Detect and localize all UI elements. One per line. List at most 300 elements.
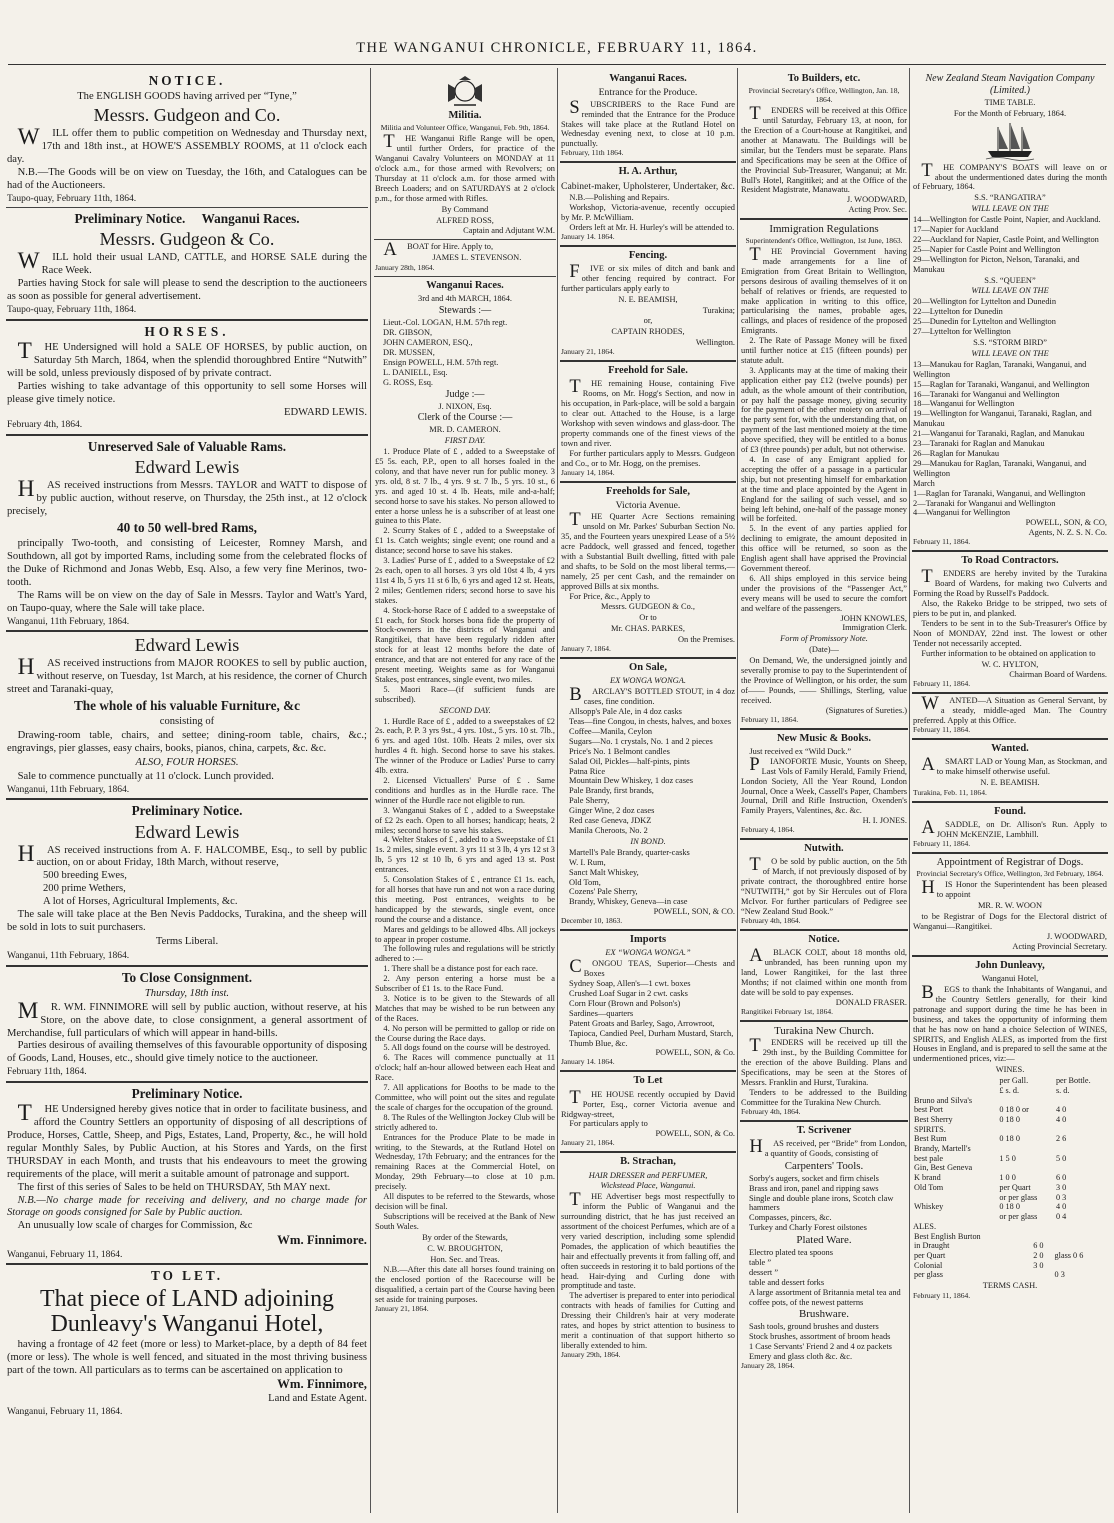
table-cell: per Quart xyxy=(999,1182,1031,1192)
race-item: 1. Produce Plate of £ , added to a Sweepstake of £5 5s. each, P.P., open to all horses foaled in the colony, and that have never run for public money. 3 yrs. old, 8 st. 7 lb., 4 yrs. 9 st. 7 lb., 5 yrs. 10 st., 6 yrs. and aged 10 st. 4 lb. Heats, mile and-a-half; second horse to save his stakes. No person allowed to enter a horse unless he is a subscriber of at least one guinea to this Plate. xyxy=(375,447,555,526)
ad-date: January 14. 1864. xyxy=(561,1057,615,1067)
ad-place: On the Premises. xyxy=(678,635,735,645)
ad-title: On Sale, xyxy=(629,662,667,673)
ad-body: BEGS to thank the Inhabitants of Wanganui, and the Country Settlers generally, for their kind patronage and support during the time he has been in business, and takes the opportunity of informing them that he has now on hand a choice Selection of WINES, SPIRITS, and English ALES, as imported from the first Houses in England, and is prepared to sell the same at the undermentioned prices, viz:— xyxy=(913,982,1107,1064)
goods-list xyxy=(561,979,735,1048)
ad-subtitle: Cabinet-maker, Upholsterer, Undertaker, &c. xyxy=(561,180,735,192)
table-cell xyxy=(998,1096,1055,1106)
ad-body: CONGOU TEAS, Superior—Chests and Boxes xyxy=(569,956,735,979)
house-to-let-ad xyxy=(560,1072,736,1153)
schedule-row: 20—Wellington for Lyttelton and Dunedin xyxy=(913,297,1057,307)
horses-ad xyxy=(6,321,368,436)
ad-date: January 21, 1864. xyxy=(375,1304,429,1314)
list-item: Sardines—quarters xyxy=(569,1008,634,1018)
ad-body: Also, the Rakeko Bridge to be stripped, two sets of piers to be put in, and planked. xyxy=(913,599,1107,619)
fencing-ad xyxy=(560,247,736,363)
list-item: Pale Brandy, first brands, xyxy=(569,786,654,796)
table-cell: 4 0 xyxy=(1055,1105,1067,1115)
table-row xyxy=(913,1154,1107,1164)
ad-date: February 11, 1864. xyxy=(913,679,971,689)
ad-date: February, 11th 1864. xyxy=(561,148,624,158)
list-item: Brass and iron, panel and ripping saws xyxy=(749,1183,879,1193)
preliminary-notice-races xyxy=(6,208,368,320)
ad-body: Parties having Stock for sale will please to send the description to the auctioneers as soon as possible for general advertisement. xyxy=(7,278,367,303)
ad-body: THE remaining House, containing Five Rooms, on Mr. Hogg's Section, and now in his occupation, in Park-place, will be sold a bargain to clear out. Attached to the House, is a large Workshop with seven windows and glass-door. The property commands one of the finest views of the town and river. xyxy=(561,376,735,448)
table-cell xyxy=(913,1212,998,1222)
list-item: Crushed Loaf Sugar in 2 cwt. casks xyxy=(569,989,688,999)
table-cell: best pale xyxy=(914,1153,943,1163)
ad-title: Preliminary Notice. xyxy=(131,1085,243,1101)
ad-subtitle: EX WONGA WONGA. xyxy=(610,676,686,686)
race-item: 2. Scurry Stakes of £ , added to a Sweepstake of £1 1s. Catch weights; single event; one round and a distance; second horse to save his stakes. xyxy=(375,526,555,556)
table-cell xyxy=(1032,1232,1053,1242)
table-cell: Best Sherry xyxy=(914,1114,953,1124)
ad-title: Fencing. xyxy=(628,249,668,261)
ad-date: February 11, 1864. xyxy=(741,714,799,724)
ad-signer: W. C. HYLTON, xyxy=(981,659,1039,669)
road-contractors-ad xyxy=(912,552,1108,694)
table-cell: 0 18 0 xyxy=(999,1134,1020,1144)
ship-leave: WILL LEAVE ON THE xyxy=(971,204,1049,214)
ad-headline: That piece of LAND adjoining Dunleavy's Wanganui Hotel, xyxy=(40,1285,334,1337)
column-1 xyxy=(6,70,368,1421)
ad-date: Taupo-quay, February 11th, 1864. xyxy=(7,192,137,204)
table-row xyxy=(913,1173,1107,1183)
ad-office: Provincial Secretary's Office, Wellington, 3rd February, 1864. xyxy=(916,869,1104,879)
ad-line: The ENGLISH GOODS having arrived per “Tyne,” xyxy=(77,91,297,103)
ad-signer: POWELL, SON, & CO, xyxy=(1025,518,1107,528)
ad-title: B. Strachan, xyxy=(620,1156,676,1168)
table-cell xyxy=(913,1086,998,1096)
ad-title: Militia. xyxy=(448,110,482,121)
ad-date: Wanganui, February 11, 1864. xyxy=(7,1405,123,1417)
ad-body: The sale will take place at the Ben Nevis Paddocks, Turakina, and the sheep will be sold in lots to suit purchasers. xyxy=(7,909,367,934)
table-row xyxy=(913,1193,1107,1203)
races-entrance-ad xyxy=(560,70,736,163)
table-cell: £ s. d. xyxy=(999,1085,1020,1095)
list-item: Mountain Dew Whiskey, 1 doz cases xyxy=(569,776,693,786)
ad-body: THE Undersigned hereby gives notice that in order to facilitate business, and afford the Country Settlers an opportunity of disposing of all descriptions of Produce, Horses, Cattle, Sheep, and Pigs, Estates, Land, Property, &c., he will hold regular Monthly Sales, by Public Auction, at his Stores and Yards, on the first THURSDAY in each Month, and trusts that his endeavours to meet the growing requirements of the place, will merit a suitable amount of patronage and support. xyxy=(7,1100,367,1180)
table-cell: 2 6 xyxy=(1055,1134,1067,1144)
schedule-row: 22—Lyttelton for Dunedin xyxy=(913,307,1003,317)
table-row xyxy=(913,1241,1107,1251)
ad-place: Turakina; xyxy=(702,305,735,315)
ad-body: ASADDLE, on Dr. Allison's Run. Apply to JOHN McKENZIE, Lambhill. xyxy=(921,817,1107,840)
ad-title: New Zealand Steam Navigation Company (Limited.) xyxy=(925,73,1095,96)
steamship-icon xyxy=(984,121,1036,161)
ad-body: ASMART LAD or Young Man, as Stockman, and to make himself otherwise useful. xyxy=(921,754,1107,777)
section-head: Judge :— xyxy=(445,388,485,400)
item-list xyxy=(7,870,367,909)
boat-hire-ad xyxy=(374,240,556,277)
schedule-row: 2—Taranaki for Wanganui and Wellington xyxy=(913,498,1056,508)
ad-title: Wanganui Races. xyxy=(426,280,504,292)
ad-body: Parties desirous of availing themselves of this favourable opportunity of disposing of Goods, Land, Houses, etc., should give timely notice to the auctioneer. xyxy=(7,1040,367,1065)
arthur-ad xyxy=(560,163,736,246)
form-date: (Date)— xyxy=(809,645,839,655)
ad-date: January 28, 1864. xyxy=(741,1360,795,1370)
schedule-row: 27—Lyttelton for Wellington xyxy=(913,327,1011,337)
ad-title: T. Scrivener xyxy=(796,1124,852,1136)
rule-item: 5. In the event of any parties applied for declining to emigrate, the amount deposited in this office will be returned, so soon as the English agent shall have apprised the Provincial Government thereof. xyxy=(741,524,907,573)
race-item: 4. Welter Stakes of £ , added to a Sweepstake of £1 1s. 2 miles, single event. 3 yrs 11 st 3 lb, 4 yrs 12 st 3 lb, 5 yrs 12 st 10 lb, 6 yrs and aged 13 st. Post entrances. xyxy=(375,835,555,875)
ad-note: N.B.—Polishing and Repairs. xyxy=(569,192,670,202)
table-cell: per Quart xyxy=(914,1251,946,1261)
church-tender-ad xyxy=(740,1022,908,1122)
table-row xyxy=(913,1105,1107,1115)
ad-body: Sale to commence punctually at 11 o'clock. Lunch provided. xyxy=(17,770,274,782)
table-cell xyxy=(1054,1241,1107,1251)
ad-role: Acting Prov. Sec. xyxy=(848,205,907,215)
monthly-sales-ad xyxy=(6,1083,368,1266)
race-item: 5. Consolation Stakes of £ , entrance £1 1s. each, for all horses that have run and not won a race during this meeting. Post entrances, weights to be handicapped by the stewards, single event, once round the course and a distance. xyxy=(375,875,555,924)
ad-signer: JAMES L. STEVENSON. xyxy=(432,253,522,263)
ad-note: N.B.—The Goods will be on view on Tuesday, the 16th, and Catalogues can be had of the Auctioneers. xyxy=(7,166,367,191)
freehold-ad xyxy=(560,362,736,482)
section-head: Stewards :— xyxy=(438,305,492,317)
ad-date: February 4, 1864. xyxy=(741,825,795,835)
goods-list xyxy=(741,1248,907,1307)
ad-body: THE HOUSE recently occupied by David Porter, Esq., corner Victoria avenue and Ridgway-street, xyxy=(561,1086,735,1119)
ad-signer: POWELL, SON, & Co. xyxy=(655,1129,735,1139)
schedule-row: 21—Wanganui for Taranaki, Raglan, and Manukau xyxy=(913,429,1085,439)
list-item: JOHN CAMERON, ESQ., xyxy=(383,338,473,348)
goods-list xyxy=(741,1174,907,1233)
table-cell xyxy=(1055,1144,1107,1154)
rule-item: 2. Any person entering a horse must be a Subscriber of £1 1s. to the Race Fund. xyxy=(375,974,555,994)
ad-date: January 21, 1864. xyxy=(561,347,615,357)
table-cell: per Bottle. xyxy=(1055,1076,1091,1086)
table-row xyxy=(913,1115,1107,1125)
clerk-name: MR. D. CAMERON. xyxy=(429,425,501,435)
ad-title: Unreserved Sale of Valuable Rams. xyxy=(87,439,287,455)
bond-list xyxy=(561,848,735,907)
ad-role: Chairman Board of Wardens. xyxy=(1009,670,1107,680)
table-cell: 4 0 xyxy=(1055,1114,1067,1124)
ad-signer: Wm. Finnimore. xyxy=(277,1233,367,1248)
ad-date: Wanganui, 11th February, 1864. xyxy=(7,783,130,795)
ad-date: December 10, 1863. xyxy=(561,916,623,926)
list-item: Pale Sherry, xyxy=(569,796,610,806)
table-row xyxy=(913,1251,1107,1261)
ship-leave: WILL LEAVE ON THE xyxy=(971,286,1049,296)
ad-role: Agents, N. Z. S. N. Co. xyxy=(1028,528,1107,538)
ad-firm: Edward Lewis xyxy=(134,457,240,478)
table-header xyxy=(913,1086,1107,1096)
ad-body: THE Provincial Government having made arrangements for a line of Emigration from Great Britain to Wellington, persons desirous of availing themselves of it on behalf of relatives or friends, are requested to make application in writing to this office, particularising the names, probable ages, callings, and places of residence of the proposed Emigrants. xyxy=(741,243,907,336)
column-rule xyxy=(557,68,558,1513)
column-rule xyxy=(909,68,910,1513)
appointee-name: MR. R. W. WOON xyxy=(977,901,1043,911)
dunleavy-hotel-ad xyxy=(912,957,1108,1304)
rule-item: 7. All applications for Booths to be made to the Committee, who will point out the sites and regulate the scale of charges for the occupation of the ground. xyxy=(375,1083,555,1112)
table-row xyxy=(913,1134,1107,1144)
ad-body: Parties wishing to take advantage of this opportunity to sell some Horses will please give timely notice. xyxy=(7,380,367,405)
ad-body: Drawing-room table, chairs, and settee; dining-room table, chairs, &c.; engravings, pier glasses, easy chairs, books, pianos, china, carpets, &c. &c. xyxy=(7,730,367,755)
list-item: Compasses, pincers, &c. xyxy=(749,1213,832,1223)
rule-item: 6. All ships employed in this service being under the provisions of the “Passenger Act,” every means will be used to secure the comfort and welfare of the passengers. xyxy=(741,573,907,613)
price-table xyxy=(913,1076,1107,1222)
ad-body: HAS received instructions from MAJOR ROOKES to sell by public auction, without reserve, on Tuesday, 1st March, at his residence, the corner of Church street and Taranaki-quay, xyxy=(7,654,368,696)
list-item: dessert ” xyxy=(749,1267,779,1277)
table-cell: or per glass xyxy=(999,1212,1038,1221)
ad-office: Militia and Volunteer Office, Wanganui, Feb. 9th, 1864. xyxy=(380,123,550,133)
ad-body: MR. WM. FINNIMORE will sell by public auction, without reserve, at his Store, on the above date, to close consignment, a general assortment of Merchandise, full particulars of which will appear in hand-bills. xyxy=(7,997,367,1039)
ad-body: TO be sold by public auction, on the 5th of March, if not previously disposed of by private contract, the thoroughbred entire horse “NUTWITH,” got by Sir Hercules out of Flora McIvor. For further particulars of Pedigree see “New Zealand Stud Book.” xyxy=(741,854,907,916)
list-item: 1 Case Servants' Friend 2 and 4 oz packets xyxy=(749,1342,892,1352)
rule-item: 3. Applicants may at the time of making their application either pay £12 (twelve pounds) per adult, as the whole amount of their contribution, or pay half the passage money, giving security for the payment of the other moiety on arrival of the party sent for, with the understanding that, on payment of the last mentioned moiety at the time above specified, they will be entitled to a bonus of £3 (three pounds) per adult, but not otherwise. xyxy=(741,365,907,455)
ad-line: By Command xyxy=(441,204,489,214)
table-row xyxy=(913,1232,1107,1242)
table-cell: 3 0 xyxy=(1055,1182,1067,1192)
rules-head: The following rules and regulations will be strictly adhered to :— xyxy=(375,944,555,964)
rule-item: 4. In case of any Emigrant applied for accepting the offer of a passage in a particular ship, but not presenting himself for embarkation at the time and place appointed by the Agent in England for the sailing of such vessel, and so being left behind, one-half of the passage money will be forfeited. xyxy=(741,455,907,524)
table-cell: 0 18 0 xyxy=(999,1114,1020,1124)
table-cell xyxy=(1055,1125,1107,1135)
race-item: 4. Stock-horse Race of £ added to a sweepstake of £1 each, for Stock horses bona fide the property of Stock-owners in the districts of Wanganui and Rangitikei, that have been regularly ridden after stock for at least 12 months before the date of entrance, and that are not entered for any race of the present meeting. Weights same as for Wanganui Stakes, post entrances, single event, two miles. xyxy=(375,605,555,684)
race-item: 2. Licensed Victuallers' Purse of £ . Same conditions and hurdles as in the Hurdle race. The winner of the Hurdle race not eligible to run. xyxy=(375,776,555,805)
sheep-sale-ad xyxy=(6,800,368,966)
ad-signer: J. WOODWARD, xyxy=(1046,931,1107,941)
ad-title: H. A. Arthur, xyxy=(618,166,678,178)
ad-signer: ALFRED ROSS, xyxy=(436,215,494,225)
ad-firm: Messrs. Gudgeon and Co. xyxy=(93,105,281,126)
list-item: Brandy, Whiskey, Geneva—in case xyxy=(569,897,688,907)
table-row xyxy=(913,1125,1107,1135)
ad-signer: Messrs. GUDGEON & Co., xyxy=(601,602,695,612)
ad-date: February 11, 1864. xyxy=(913,725,971,735)
table-row xyxy=(913,1144,1107,1154)
table-cell: 6 0 xyxy=(1055,1173,1067,1183)
list-item: A lot of Horses, Agricultural Implements, &c. xyxy=(43,896,238,908)
section-head: ALES. xyxy=(913,1221,937,1231)
list-item: W. I. Rum, xyxy=(569,857,606,867)
ad-signer: CAPTAIN RHODES, xyxy=(611,327,685,337)
ad-body: Orders left at Mr. H. Hurley's will be attended to. xyxy=(569,222,735,232)
ad-title: New Music & Books. xyxy=(777,732,871,744)
found-ad xyxy=(912,803,1108,854)
ad-signer: H. I. JONES. xyxy=(862,816,907,826)
ad-title: Appointment of Registrar of Dogs. xyxy=(936,857,1084,869)
ad-body: HAS received instructions from A. F. HALCOMBE, Esq., to sell by public auction, on or about Friday, 18th March, without reserve, xyxy=(17,840,367,869)
race-item: 1. Hurdle Race of £ , added to a sweepstakes of £2 2s. each, P. P. 3 yrs 9st., 4 yrs. 10st., 5 yrs. 10 st. 7lb., 6 yrs. and aged 10st. 10lb. Heats 2 miles, over six hurdles 4 ft. high. Second horse to save his stakes. The winner of the Produce or Ladies' Purse to carry 4lb. extra. xyxy=(375,716,555,776)
rule-item: 2. The Rate of Passage Money will be fixed until further notice at £15 (fifteen pounds) per statute adult. xyxy=(741,336,907,365)
ad-signer: N. E. BEAMISH. xyxy=(980,778,1040,788)
column-rule xyxy=(737,68,738,1513)
ad-signer: N. E. BEAMISH, xyxy=(618,294,678,304)
ad-firm: Edward Lewis xyxy=(134,821,240,842)
table-row xyxy=(913,1096,1107,1106)
table-cell: Bruno and Silva's xyxy=(914,1095,973,1105)
ad-date: Wanganui, February 11, 1864. xyxy=(7,1248,123,1260)
ad-date: January 21, 1864. xyxy=(561,1138,615,1148)
ad-body: ABLACK COLT, about 18 months old, unbranded, has been running upon my land, Lower Rangitikei, for the last three Months; if not claimed within one month from date will be sold to pay expenses. xyxy=(741,945,907,997)
schedule-row: March xyxy=(913,478,935,488)
day-heading: SECOND DAY. xyxy=(439,705,491,715)
table-cell: Best English Burton xyxy=(914,1231,981,1241)
ad-body: Workshop, Victoria-avenue, recently occupied by Mr. P. McWilliam. xyxy=(561,202,735,222)
ad-signer: Mr. CHAS. PARKES, xyxy=(611,624,685,634)
ad-body: WANTED—A Situation as General Servant, by a steady, middle-aged Man. The Country preferred. Apply at this Office. xyxy=(913,693,1107,726)
ad-body: An unusually low scale of charges for Commission, &c xyxy=(17,1220,253,1232)
ad-body: THE COMPANY'S BOATS will leave on or about the undermentioned dates during the month of February, 1864. xyxy=(913,159,1107,192)
table-cell: 5 0 xyxy=(1055,1153,1067,1163)
ad-role: Captain and Adjutant W.M. xyxy=(463,226,555,236)
ad-date: February 4th, 1864. xyxy=(741,915,801,925)
ad-line: Terms Liberal. xyxy=(155,936,219,948)
ad-title: HORSES. xyxy=(144,323,230,339)
list-item: Stock brushes, assortment of broom heads xyxy=(749,1332,891,1342)
table-cell: glass 0 6 xyxy=(1054,1251,1084,1261)
ales-table xyxy=(913,1232,1107,1281)
goods-list xyxy=(561,707,735,836)
ad-note: N.B.—No charge made for receiving and delivery, and no charge made for Storage on goods consigned for Sale by Public auction. xyxy=(7,1194,367,1219)
ad-signer: C. W. BROUGHTON, xyxy=(427,1243,503,1253)
ad-subtitle: Entrance for the Produce. xyxy=(598,87,698,99)
ad-signer: DONALD FRASER. xyxy=(835,997,907,1007)
column-rule xyxy=(370,68,371,1513)
table-cell xyxy=(913,1076,998,1086)
on-sale-ad xyxy=(560,659,736,931)
table-cell: per glass xyxy=(914,1270,943,1280)
table-cell: 6 0 xyxy=(1033,1241,1044,1251)
rams-sale-ad xyxy=(6,436,368,632)
ad-date: January 14, 1864. xyxy=(561,467,615,477)
section-head: Plated Ware. xyxy=(796,1234,852,1247)
ad-body: BARCLAY'S BOTTLED STOUT, in 4 doz cases, fine condition. xyxy=(569,684,735,707)
militia-ad xyxy=(374,70,556,240)
table-cell: 4 0 xyxy=(1055,1202,1067,1212)
scrivener-ad xyxy=(740,1122,908,1374)
section-head: Brushware. xyxy=(799,1308,849,1321)
schedule-row: 29—Manukau for Raglan, Taranaki, Wanganui, and Wellington xyxy=(913,458,1087,478)
list-item: Ginger Wine, 2 doz cases xyxy=(569,806,655,816)
ad-date: January 7, 1864. xyxy=(561,644,611,654)
race-item: 5. Maori Race—(if sufficient funds are subscribed). xyxy=(375,684,555,704)
terms: TERMS CASH. xyxy=(982,1281,1038,1291)
schedule-row: 14—Wellington for Castle Point, Napier, and Auckland. xyxy=(913,215,1101,225)
table-cell: 1 5 0 xyxy=(999,1153,1016,1163)
ad-date: February 4th, 1864. xyxy=(741,1106,801,1116)
freeholds-ad xyxy=(560,483,736,659)
list-item: Coffee—Manila, Ceylon xyxy=(569,726,653,736)
ad-role: Land and Estate Agent. xyxy=(268,1392,367,1404)
form-body: On Demand, We, the undersigned jointly and severally promise to pay to the Superintendent of the Province of Wellington, or his order, the sum of—— Pounds, —— Shillings, Sterling, value received. xyxy=(741,656,907,705)
ad-body: The advertiser is prepared to enter into periodical contracts with heads of families for Cutting and Dressing their Children's hair at very moderate rates, and hopes by strict attention to business to merit a continuation of that support hitherto so liberally extended to him. xyxy=(561,1291,735,1350)
column-4 xyxy=(740,70,908,1374)
schedule-row: 26—Raglan for Manukau xyxy=(913,448,1000,458)
list-item: table and dessert forks xyxy=(749,1277,825,1287)
section-head: Clerk of the Course :— xyxy=(417,412,513,424)
ad-signer: POWELL, SON, & Co. xyxy=(655,1048,735,1058)
list-item: Manila Cheroots, No. 2 xyxy=(569,825,648,835)
table-cell xyxy=(913,1193,998,1203)
rule-item: 3. Notice is to be given to the Stewards of all Matches that may be wished to be run between any of the Races. xyxy=(375,993,555,1023)
rule-item: 1. There shall be a distance post for each race. xyxy=(383,964,538,974)
ad-title: Imports xyxy=(629,934,667,946)
imports-ad xyxy=(560,931,736,1072)
ad-body: WILL offer them to public competition on Wednesday and Thursday next, 17th and 18th inst., at HOWE'S ASSEMBLY ROOMS, at 11 o'clock each day. xyxy=(7,124,367,165)
ad-date: February 11th, 1864. xyxy=(7,1066,87,1078)
ad-body: THE Wanganui Rifle Range will be open, until further Orders, for practice of the Wanganui Cavalry Volunteers on MONDAY at 11 o'clock a.m., for those armed with Revolvers; on Thursday at 11 o'clock a.m. for those armed with Breech Loaders; and on SATURDAYS at 2 o'clock p.m., for those armed with Rifles. xyxy=(375,131,555,203)
table-row xyxy=(913,1202,1107,1212)
ad-signer: J. WOODWARD, xyxy=(846,195,907,205)
ad-body: FIVE or six miles of ditch and bank and other fencing required by contract. For further particulars apply early to xyxy=(561,260,735,293)
ad-title: To Let xyxy=(633,1075,663,1087)
ad-subtitle: 3rd and 4th MARCH, 1864. xyxy=(418,294,512,304)
ship-leave: WILL LEAVE ON THE xyxy=(971,348,1049,358)
ad-place: Wellington. xyxy=(695,338,735,348)
music-books-ad xyxy=(740,730,908,841)
list-item: Ensign POWELL, H.M. 57th regt. xyxy=(383,357,499,367)
schedule-row: 19—Wellington for Wanganui, Taranaki, Raglan, and Manukau xyxy=(913,409,1092,429)
table-cell xyxy=(1032,1270,1053,1280)
ad-title: Immigration Regulations xyxy=(769,223,879,236)
ad-signer: Wm. Finnimore, xyxy=(277,1377,367,1392)
table-cell: 2 0 xyxy=(1033,1251,1044,1261)
day-heading: FIRST DAY. xyxy=(444,436,486,446)
ad-title: Turakina New Church. xyxy=(774,1024,874,1037)
schedule-row: 16—Taranaki for Wanganui and Wellington xyxy=(913,389,1060,399)
table-cell: 0 3 xyxy=(1054,1270,1065,1280)
ad-title: TO LET. xyxy=(150,1268,224,1284)
ad-note: N.B.—After this date all horses found training on the enclosed portion of the Racecourse will be disqualified, a certain part of the Course having been set aside for training purposes. xyxy=(375,1265,555,1305)
table-cell: 1 0 0 xyxy=(999,1173,1016,1183)
schedule-row: 22—Auckland for Napier, Castle Point, and Wellington xyxy=(913,234,1099,244)
list-item: G. ROSS, Esq. xyxy=(383,377,434,387)
ad-subtitle: HAIR DRESSER and PERFUMER, xyxy=(588,1170,708,1180)
table-cell: 0 3 xyxy=(1055,1192,1067,1202)
ad-subtitle: Victoria Avenue. xyxy=(615,499,681,511)
judge-name: J. NIXON, Esq. xyxy=(438,401,492,411)
ad-line: consisting of xyxy=(159,716,215,728)
column-2 xyxy=(374,70,556,1317)
ad-role: Immigration Clerk. xyxy=(842,623,907,633)
list-item: Old Tom, xyxy=(569,877,601,887)
table-row xyxy=(913,1261,1107,1271)
schedule-row: 25—Napier for Castle Point and Wellington xyxy=(913,244,1061,254)
list-item: Price's No. 1 Belmont candles xyxy=(569,746,670,756)
notice-english-goods xyxy=(6,70,368,208)
ad-body: Just received ex “Wild Duck.” xyxy=(749,746,852,756)
ad-body: THE Advertiser begs most respectfully to inform the Public of Wanganui and the surrounding district, that he has just received an assortment of the choicest Perfumes, which are of a very varied description, including some splendid Pomades, the application of which beautifies the hair and effectually prevents it from falling off, and often succeeds in restoring it to bald portions of the head. Hair-dying and Curling done with promptitude and taste. xyxy=(561,1189,735,1291)
list-item: Martell's Pale Brandy, quarter-casks xyxy=(569,847,690,857)
ad-subtitle: Wanganui Hotel, xyxy=(981,974,1039,984)
ad-office: Provincial Secretary's Office, Wellington, Jan. 18, 1864. xyxy=(748,86,900,105)
column-3 xyxy=(560,70,736,1363)
table-cell: s. d. xyxy=(1055,1085,1070,1095)
table-cell: Brandy, Martell's xyxy=(914,1144,971,1154)
ad-date: Turakina, Feb. 11, 1864. xyxy=(913,788,987,798)
list-item: Salad Oil, Pickles—half-pints, pints xyxy=(569,756,690,766)
ad-title: Notice. xyxy=(808,933,840,945)
ad-date: February 11, 1864. xyxy=(913,1291,971,1301)
ad-body: TENDERS will be received at this Office until Saturday, February 13, at noon, for the Erection of a Court-house at Rangitikei, and another at Manawatu. The Buildings will be similar, but the Tenders must be separate. Plans and Specifications may be seen at the Office of the Provincial Sub-Treasurer, Wanganui; at Mr. Bull's Hotel, Rangitikei; and at the Office of the Resident Magistrate, Manawatu. xyxy=(741,103,907,195)
list-item: Sanct Malt Whiskey, xyxy=(569,867,639,877)
list-item: Turkey and Charly Forest oilstones xyxy=(749,1223,867,1233)
table-cell: SPIRITS. xyxy=(914,1124,946,1134)
race-item: 3. Wanganui Stakes of £ , added to a Sweepstake of £2 2s each. Open to all horses; handicap; heats, 2 miles; second horse to save his stakes. xyxy=(375,805,555,835)
ad-body: ABOAT for Hire. Apply to, xyxy=(383,239,494,260)
section-head: WINES. xyxy=(995,1065,1025,1075)
ad-body: THE Quarter Acre Sections remaining unsold on Mr. Parkes' Suburban Section No. 35, and the Fourteen years unexpired Lease of a 5½ acre Paddock, well grassed and fenced, together with a Substantial Built dwelling, fitted with pale and shafts, to be Sold on the most liberal terms,—namely, 25 per cent Cash, and the remainder on approved Bills at six months. xyxy=(561,509,735,591)
ad-body: HIS Honor the Superintendent has been pleased to appoint xyxy=(921,877,1107,900)
table-cell: Best Rum xyxy=(914,1134,947,1144)
ad-line: ALSO, FOUR HORSES. xyxy=(135,756,239,768)
wanted-ad xyxy=(912,740,1108,803)
schedule-row: 1—Raglan for Taranaki, Wanganui, and Wellington xyxy=(913,488,1086,498)
ad-body: THE Undersigned will hold a SALE OF HORSES, by public auction, on Saturday 5th March, 1864, when the splendid thoroughbred Entire “Nutwith” will be sold, unless previously disposed of by private contract. xyxy=(7,337,367,379)
